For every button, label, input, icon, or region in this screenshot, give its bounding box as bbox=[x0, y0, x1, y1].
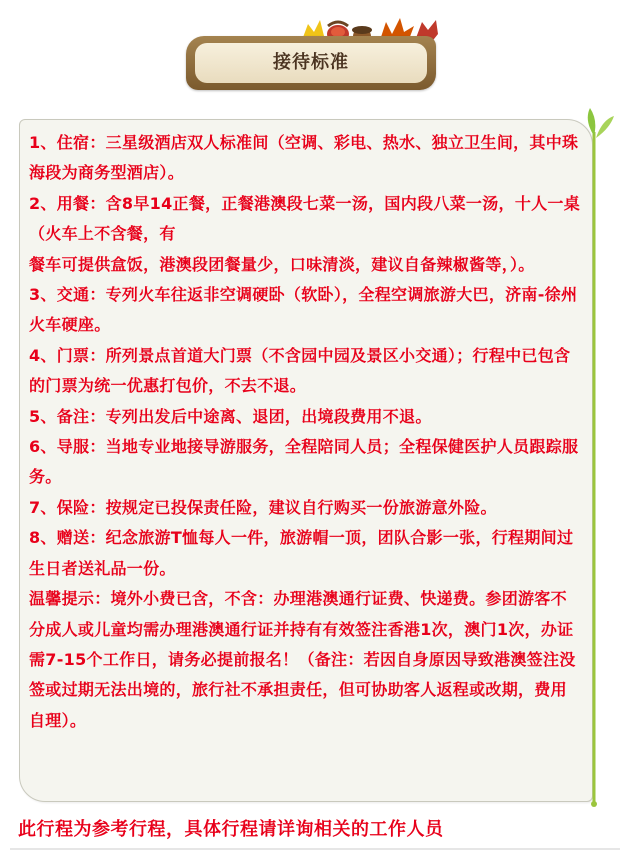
divider bbox=[10, 848, 620, 850]
item-meals: 2、用餐：含8早14正餐，正餐港澳段七菜一汤，国内段八菜一汤，十人一桌（火车上不含餐，有 bbox=[29, 193, 581, 244]
reference-itinerary-note: 此行程为参考行程，具体行程请详询相关的工作人员 bbox=[18, 819, 444, 840]
reception-standard-card bbox=[19, 119, 593, 802]
page-title: 接待标准 bbox=[195, 43, 427, 83]
item-remarks: 5、备注：专列出发后中途离、退团，出境段费用不退。 bbox=[29, 406, 432, 426]
item-guide-service: 6、导服：当地专业地接导游服务，全程陪同人员；全程保健医护人员跟踪服务。 bbox=[29, 437, 579, 487]
item-kind-reminder: 温馨提示：境外小费已含，不含：办理港澳通行证费、快递费。参团游客不分成人或儿童均需办理港澳通行证并持有有效签注香港1次，澳门1次，办证需7-15个工作日，请务必提前报名！（备注：若因自身原因导致港澳签注没签或过期无法出境的，旅行社不承担责任，但可协助客人返程或改期，费用自理）。 bbox=[29, 589, 576, 730]
item-tickets: 4、门票：所列景点首道大门票（不含园中园及景区小交通）；行程中已包含的门票为统一优惠打包价，不去不退。 bbox=[29, 345, 571, 396]
item-meals-continued: 餐车可提供盒饭，港澳段团餐量少，口味清淡，建议自备辣椒酱等，）。 bbox=[29, 254, 535, 274]
section-header bbox=[178, 10, 450, 102]
item-accommodation: 1、住宿：三星级酒店双人标准间（空调、彩电、热水、独立卫生间，其中珠海段为商务型酒店）。 bbox=[29, 133, 579, 183]
item-insurance: 7、保险：按规定已投保责任险，建议自行购买一份旅游意外险。 bbox=[29, 497, 497, 517]
standards-text bbox=[29, 128, 581, 736]
title-banner bbox=[186, 36, 436, 90]
item-transport: 3、交通：专列火车往返非空调硬卧（软卧），全程空调旅游大巴，济南-徐州火车硬座。 bbox=[29, 285, 578, 335]
vine-decoration bbox=[580, 106, 616, 816]
item-gifts: 8、赠送：纪念旅游T恤每人一件，旅游帽一顶，团队合影一张，行程期间过生日者送礼品一份。 bbox=[29, 528, 574, 578]
